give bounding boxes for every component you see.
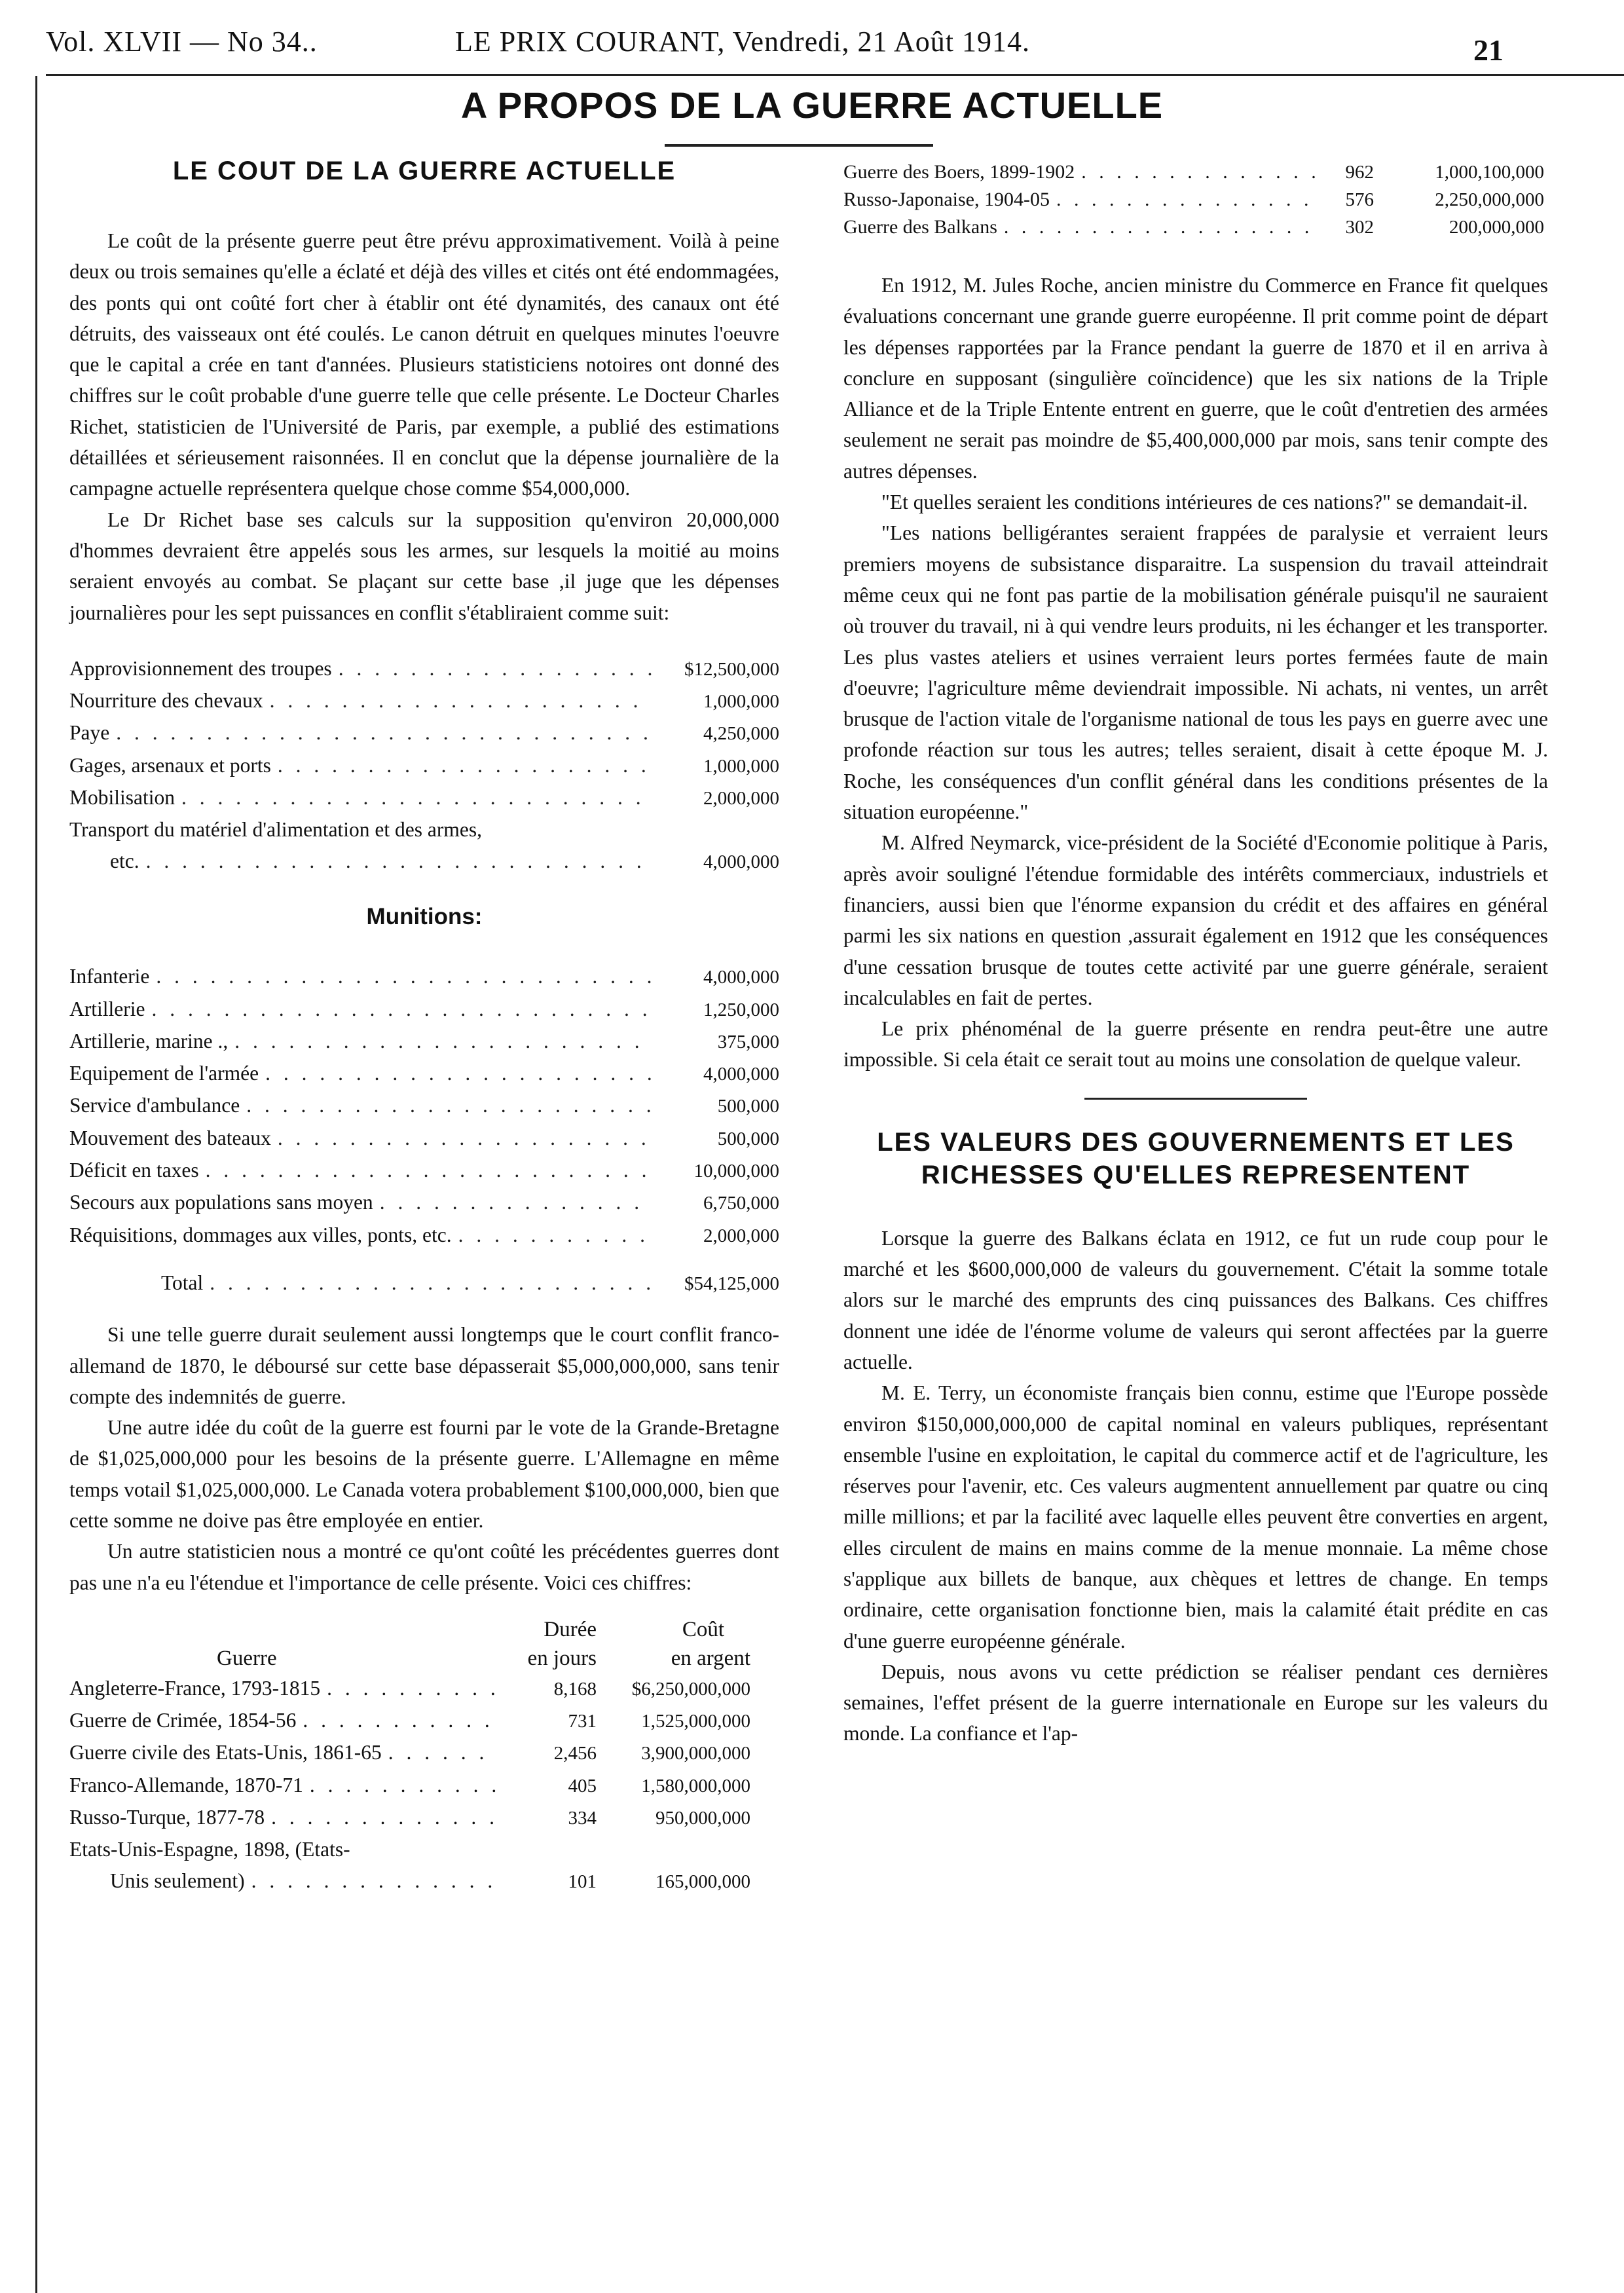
margin-rule xyxy=(35,76,37,2293)
paragraph: M. E. Terry, un économiste français bien connu, estime que l'Europe possède environ $150,000,000,000 de capital nominal en valeurs publiques, représentant ensemble l'usine en exploitation, le capital du commerce actif et de l'agriculture, les réserves pour l'avenir, etc. Ces valeurs augmentent annuellement par quatre ou cinq mille millions; et par la facilité avec laquelle elles peuvent être converties en argent, elles circulent de mains en mains comme de la menue monnaie. La même chose s'applique aux billets de banque, aux chèques et lettres de change. En temps ordinaire, cette organisation fonctionne bien, mais la calamité était prédite en cas d'une guerre européenne générale. xyxy=(843,1381,1548,1652)
munition-row: Réquisitions, dommages aux villes, ponts, etc. . . . 2,000,000 xyxy=(69,1220,779,1252)
header-rule xyxy=(46,74,1624,76)
expense-row: Mobilisation . . . 2,000,000 xyxy=(69,782,779,814)
munition-row: Secours aux populations sans moyen . . . 6,750,000 xyxy=(69,1187,779,1219)
war-row: Etats-Unis-Espagne, 1898, (Etats- xyxy=(69,1838,350,1861)
total-row xyxy=(69,1267,779,1299)
left-column xyxy=(69,151,779,1897)
article-title: LES VALEURS DES GOUVERNEMENTS ET LES RICHESSES QU'ELLES REPRESENTENT xyxy=(877,1127,1515,1189)
paragraph: Le coût de la présente guerre peut être prévu approximativement. Voilà à peine deux ou trois semaines qu'elle a éclaté et déjà des villes et cités ont été endommagées, des ponts qui ont coûté fort cher à établir ont été dynamités, des canaux ont été détruits, des vaisseaux ont été coulés. Le canon détruit en quelques minutes l'oeuvre que le capital a crée en tant d'années. Plusieurs statisticiens notoires ont donné des chiffres sur le coût probable d'une guerre telle que celle présente. Le Docteur Charles Richet, statisticien de l'Université de Paris, par exemple, a publié des estimations détaillées et sérieusement raisonnées. Il en conclut que la dépense journalière de la campagne actuelle représentera quelque chose comme $54,000,000. xyxy=(69,229,779,500)
expense-row: Approvisionnement des troupes . . . $12,500,000 xyxy=(69,653,779,685)
wars-table xyxy=(69,1615,779,1897)
paragraph: En 1912, M. Jules Roche, ancien ministre du Commerce en France fit quelques évaluations concernant une grande guerre européenne. Il prit comme point de départ les dépenses rapportées par la France pendant la guerre de 1870 et il en arriva à conclure en supposant (singulière coïncidence) que les six nations de la Triple Alliance et de la Triple Entente entrent en guerre, que le coût d'entretien des armées seulement ne serait pas moindre de $5,400,000,000 par mois, sans tenir compte des autres dépenses. xyxy=(843,274,1548,483)
expenses-table xyxy=(69,653,779,878)
paragraph: Une autre idée du coût de la guerre est fourni par le vote de la Grande-Bretagne de $1,025,000,000 pour les besoins de la présente guerre. L'Allemagne en même temps votail $1,025,000,000. Le Canada votera probablement $100,000,000, bien que cette somme ne doive pas être employée en entier. xyxy=(69,1416,779,1532)
paragraph: Un autre statisticien nous a montré ce qu'ont coûté les précédentes guerres dont pas une n'a eu l'étendue et l'importance de celle présente. Voici ces chiffres: xyxy=(69,1540,779,1594)
article-title: LE COUT DE LA GUERRE ACTUELLE xyxy=(172,157,676,185)
war-row: Russo-Turque, 1877-78 . . . 334 950,000,000 xyxy=(69,1802,779,1834)
war-row: Russo-Japonaise, 1904-05 . . . 576 2,250,000,000 xyxy=(843,186,1548,214)
total-value: $54,125,000 xyxy=(684,1273,779,1294)
paragraph: Lorsque la guerre des Balkans éclata en 1912, ce fut un rude coup pour le marché et les $600,000,000 de valeurs du gouvernement. C'était la somme totale alors sur le marché des emprunts des cinq puissances des Balkans. Ces chiffres donnent une idée de l'énorme volume de valeurs qui seront affectées par la guerre actuelle. xyxy=(843,1226,1548,1373)
expense-row: Paye . . . 4,250,000 xyxy=(69,717,779,749)
title-rule xyxy=(665,144,933,147)
section-divider xyxy=(1084,1098,1307,1100)
expense-row: etc. . . . 4,000,000 xyxy=(69,846,779,878)
paragraph: Le Dr Richet base ses calculs sur la supposition qu'environ 20,000,000 d'hommes devraient être appelés sous les armes, sur lesquels la moitié au moins seraient envoyés au combat. Se plaçant sur cette base ,il juge que les dépenses journalières pour les sept puissances en conflit s'établiraient comme suit: xyxy=(69,508,779,624)
munitions-heading: Munitions: xyxy=(366,903,483,929)
war-row: Angleterre-France, 1793-1815 . . . 8,168 $6,250,000,000 xyxy=(69,1673,779,1705)
munition-row: Equipement de l'armée . . . 4,000,000 xyxy=(69,1058,779,1090)
munition-row: Déficit en taxes . . . 10,000,000 xyxy=(69,1155,779,1187)
column-header-cout: Coût en argent xyxy=(671,1617,750,1670)
volume-number: Vol. XLVII — No 34.. xyxy=(46,26,318,58)
munition-row: Infanterie . . . 4,000,000 xyxy=(69,961,779,993)
column-header-guerre: Guerre xyxy=(217,1646,277,1670)
war-row: Guerre des Boers, 1899-1902 . . . 962 1,000,100,000 xyxy=(843,158,1548,186)
paragraph: Si une telle guerre durait seulement aussi longtemps que le court conflit franco-allemand de 1870, le déboursé sur cette base dépasserait $5,000,000,000, sans tenir compte des indemnités de guerre. xyxy=(69,1323,779,1408)
wars-table-header xyxy=(69,1615,779,1673)
war-row: Unis seulement) . . . 101 165,000,000 xyxy=(69,1865,779,1897)
munition-row: Service d'ambulance . . . 500,000 xyxy=(69,1090,779,1122)
expense-row: Gages, arsenaux et ports . . . 1,000,000 xyxy=(69,750,779,782)
paragraph: M. Alfred Neymarck, vice-président de la Société d'Economie politique à Paris, après avoir souligné l'étendue formidable des intérêts commerciaux, industriels et financiers, aussi bien que l'énorme expansion du crédit et des affaires en général parmi les six nations en question ,assurait également en 1912 que les conséquences d'une cessation brusque de toutes cette activité par une guerre générale, seraient incalculables en fait de pertes. xyxy=(843,831,1548,1009)
munition-row: Mouvement des bateaux . . . 500,000 xyxy=(69,1123,779,1155)
expense-row: Transport du matériel d'alimentation et des armes, xyxy=(69,818,482,842)
war-row: Franco-Allemande, 1870-71 . . . 405 1,580,000,000 xyxy=(69,1770,779,1802)
munitions-table xyxy=(69,961,779,1252)
munition-row: Artillerie, marine ., . . . 375,000 xyxy=(69,1026,779,1058)
page-number: 21 xyxy=(1473,33,1504,67)
war-row: Guerre de Crimée, 1854-56 . . . 731 1,525,000,000 xyxy=(69,1705,779,1737)
main-title: A PROPOS DE LA GUERRE ACTUELLE xyxy=(460,84,1164,126)
paragraph: "Les nations belligérantes seraient frappées de paralysie et verraient leurs premiers moyens de subsistance disparaitre. La suspension du travail atteindrait même ceux qui ne font pas partie de la mobilisation générale puisqu'il ne sauraient où trouver du travail, ni à qui vendre leurs produits, ni les échanger et les transporter. Les plus vastes ateliers et usines verraient leurs portes fermées faute de main d'oeuvre; l'agriculture même deviendrait impossible. Ni achats, ni ventes, un arrêt brusque de l'action vitale de l'organisme national de tous les pays en guerre avec une profonde réaction sur tous les autres; telles seraient, disait à cette époque M. J. Roche, les conséquences d'un conflit général dans les conditions présentes de la situation européenne." xyxy=(843,521,1548,824)
paragraph: "Et quelles seraient les conditions intérieures de ces nations?" se demandait-il. xyxy=(881,491,1528,514)
column-header-duree: Durée en jours xyxy=(527,1617,597,1670)
page-header xyxy=(46,25,1504,71)
expense-row: Nourriture des chevaux . . . 1,000,000 xyxy=(69,685,779,717)
right-column xyxy=(843,158,1548,1749)
war-row: Guerre civile des Etats-Unis, 1861-65 . . . 2,456 3,900,000,000 xyxy=(69,1737,779,1769)
wars-table-continued xyxy=(843,158,1548,241)
total-label: Total xyxy=(161,1271,204,1294)
newspaper-title: LE PRIX COURANT, Vendredi, 21 Août 1914. xyxy=(455,26,1031,58)
war-row: Guerre des Balkans . . . 302 200,000,000 xyxy=(843,214,1548,241)
munition-row: Artillerie . . . 1,250,000 xyxy=(69,994,779,1026)
paragraph: Depuis, nous avons vu cette prédiction se réaliser pendant ces dernières semaines, l'effet présent de la guerre internationale en Europe sur les valeurs du monde. La confiance et l'ap- xyxy=(843,1660,1548,1745)
paragraph: Le prix phénoménal de la guerre présente en rendra peut-être une autre impossible. Si cela était ce serait tout au moins une consolation de quelque valeur. xyxy=(843,1017,1548,1072)
